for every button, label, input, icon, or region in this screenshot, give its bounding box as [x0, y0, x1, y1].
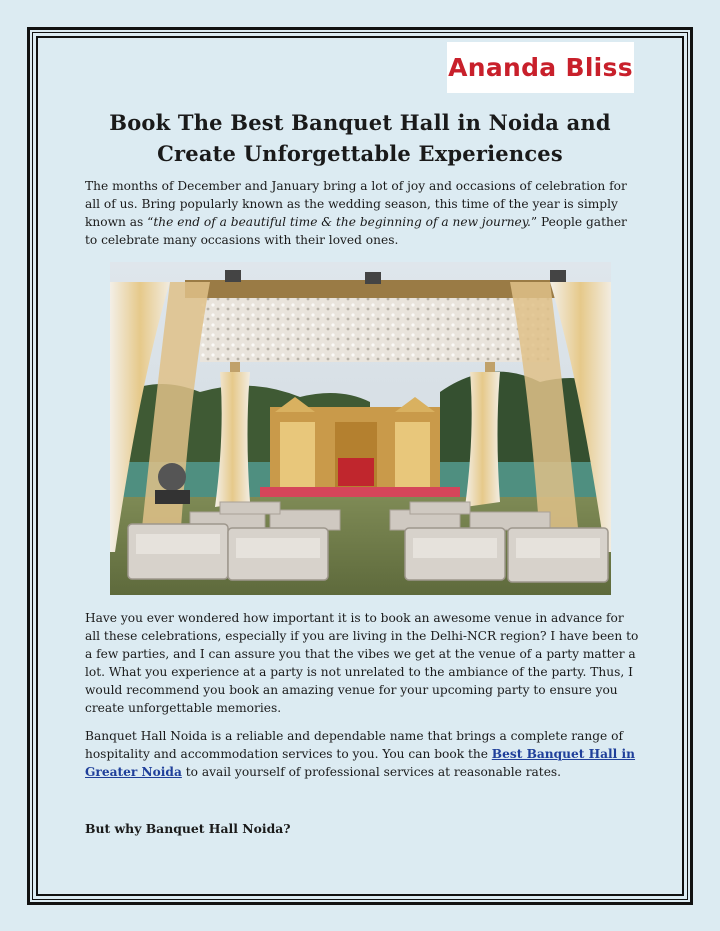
service-paragraph — [85, 727, 640, 781]
brand-logo-text: Ananda Bliss — [448, 53, 633, 82]
venue-paragraph: Have you ever wondered how important it is to book an awesome venue in advance for all these celebrations, especially if you are living in the Delhi-NCR region? I have been to a few parties, and I can assure you that the vibes we get at the venue of a party matter a lot. What you experience at a party is not unrelated to the ambiance of the party. Thus, I would recommend you book an amazing venue for your upcoming party to ensure you create unforgettable memories. — [85, 611, 639, 716]
section-heading: But why Banquet Hall Noida? — [85, 821, 291, 836]
service-text-start: Banquet Hall Noida is a reliable and dependable name that brings a complete range of hospitality and accommodation services to you. You can book the — [85, 729, 623, 762]
intro-text-start: The months of December and January bring a lot of joy and occasions of celebration for all of us. Bring popularly known as the wedding season, this time of the year is simply known as “ — [85, 179, 627, 230]
best-banquet-hall-link[interactable]: Best Banquet Hall in Greater Noida — [85, 747, 636, 780]
service-text-end: to avail yourself of professional services at reasonable rates. — [181, 765, 562, 780]
page-title: Book The Best Banquet Hall in Noida and Create Unforgettable Experiences — [109, 110, 611, 166]
brand-logo — [447, 42, 634, 93]
intro-paragraph — [85, 177, 640, 249]
intro-text-end: ” People gather to celebrate many occasions with their loved ones. — [85, 215, 627, 248]
wedding-venue-photo — [110, 262, 611, 595]
intro-quote: the end of a beautiful time & the beginning of a new journey. — [153, 215, 531, 230]
